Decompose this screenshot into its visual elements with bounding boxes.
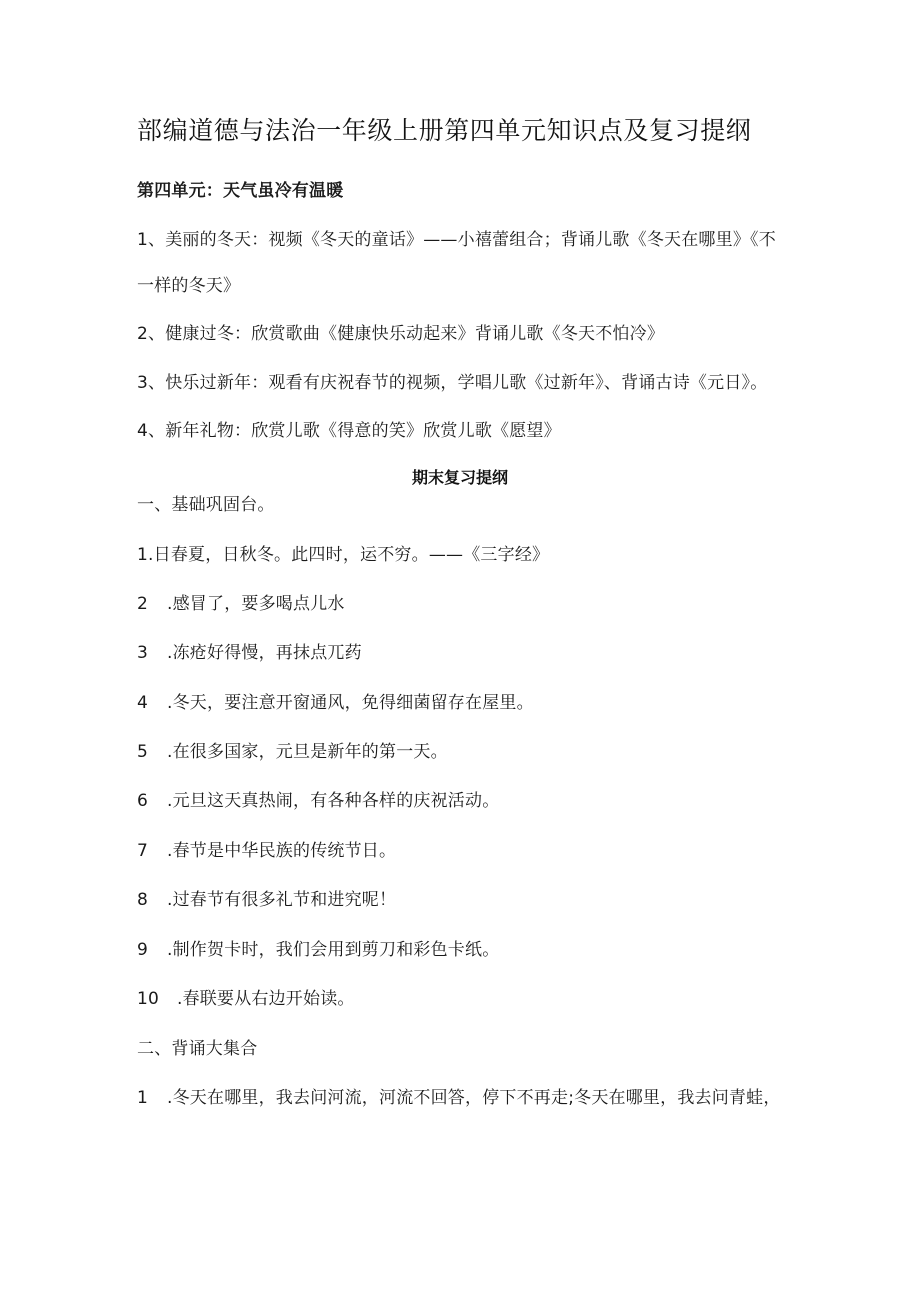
unit-item-4: 4、新年礼物：欣赏儿歌《得意的笑》欣赏儿歌《愿望》: [137, 421, 561, 441]
item-text: .元旦这天真热闹，有各种各样的庆祝活动。: [167, 791, 500, 811]
section1-item: [137, 642, 362, 664]
item-text: .冻疮好得慢，再抹点兀药: [167, 643, 362, 663]
section1-item: [137, 840, 396, 862]
item-number: 4: [137, 693, 149, 713]
unit-item-1-line2: 一样的冬天》: [137, 276, 241, 296]
unit-item-2: 2、健康过冬：欣赏歌曲《健康快乐动起来》背诵儿歌《冬天不怕冷》: [137, 324, 665, 344]
item-text: .春联要从右边开始读。: [177, 989, 355, 1009]
unit-heading: 第四单元：天气虽冷有温暖: [137, 181, 344, 201]
item-number: 1: [137, 1088, 149, 1108]
item-number: 7: [137, 841, 149, 861]
section1-item: [137, 988, 355, 1010]
item-number: 1.: [137, 545, 154, 565]
section1-item: [137, 889, 396, 911]
item-text: .制作贺卡时，我们会用到剪刀和彩色卡纸。: [167, 940, 500, 960]
section1-item: [137, 939, 499, 961]
item-number: 6: [137, 791, 149, 811]
section1-item: [137, 741, 448, 763]
section1-item: [137, 593, 345, 615]
review-heading: 期末复习提纲: [411, 468, 508, 487]
section1-heading: 一、基础巩固台。: [137, 495, 275, 515]
item-number: 8: [137, 890, 149, 910]
unit-item-1-line1: 1、美丽的冬天：视频《冬天的童话》——小禧蕾组合；背诵儿歌《冬天在哪里》《不: [137, 230, 776, 250]
section2-item: [137, 1087, 781, 1109]
item-text: .在很多国家，元旦是新年的第一天。: [167, 742, 448, 762]
section1-item: [137, 544, 549, 566]
document-title: 部编道德与法治一年级上册第四单元知识点及复习提纲: [137, 116, 752, 145]
item-text: .感冒了，要多喝点儿水: [167, 594, 345, 614]
item-number: 3: [137, 643, 149, 663]
item-number: 9: [137, 940, 149, 960]
item-text: .冬天在哪里，我去问河流，河流不回答，停下不再走;冬天在哪里，我去问青蛙，: [167, 1088, 781, 1108]
item-number: 10: [137, 989, 160, 1009]
item-text: .过春节有很多礼节和进究呢！: [167, 890, 397, 910]
section1-item: [137, 692, 534, 714]
item-text: .冬天，要注意开窗通风，免得细菌留存在屋里。: [167, 693, 534, 713]
section2-heading: 二、背诵大集合: [137, 1039, 258, 1059]
unit-item-3: 3、快乐过新年：观看有庆祝春节的视频，学唱儿歌《过新年》、背诵古诗《元日》。: [137, 373, 768, 393]
item-text: 日春夏，日秋冬。此四时，运不穷。——《三字经》: [153, 545, 550, 565]
section1-item: [137, 790, 499, 812]
item-number: 2: [137, 594, 149, 614]
item-text: .春节是中华民族的传统节日。: [167, 841, 397, 861]
item-number: 5: [137, 742, 149, 762]
